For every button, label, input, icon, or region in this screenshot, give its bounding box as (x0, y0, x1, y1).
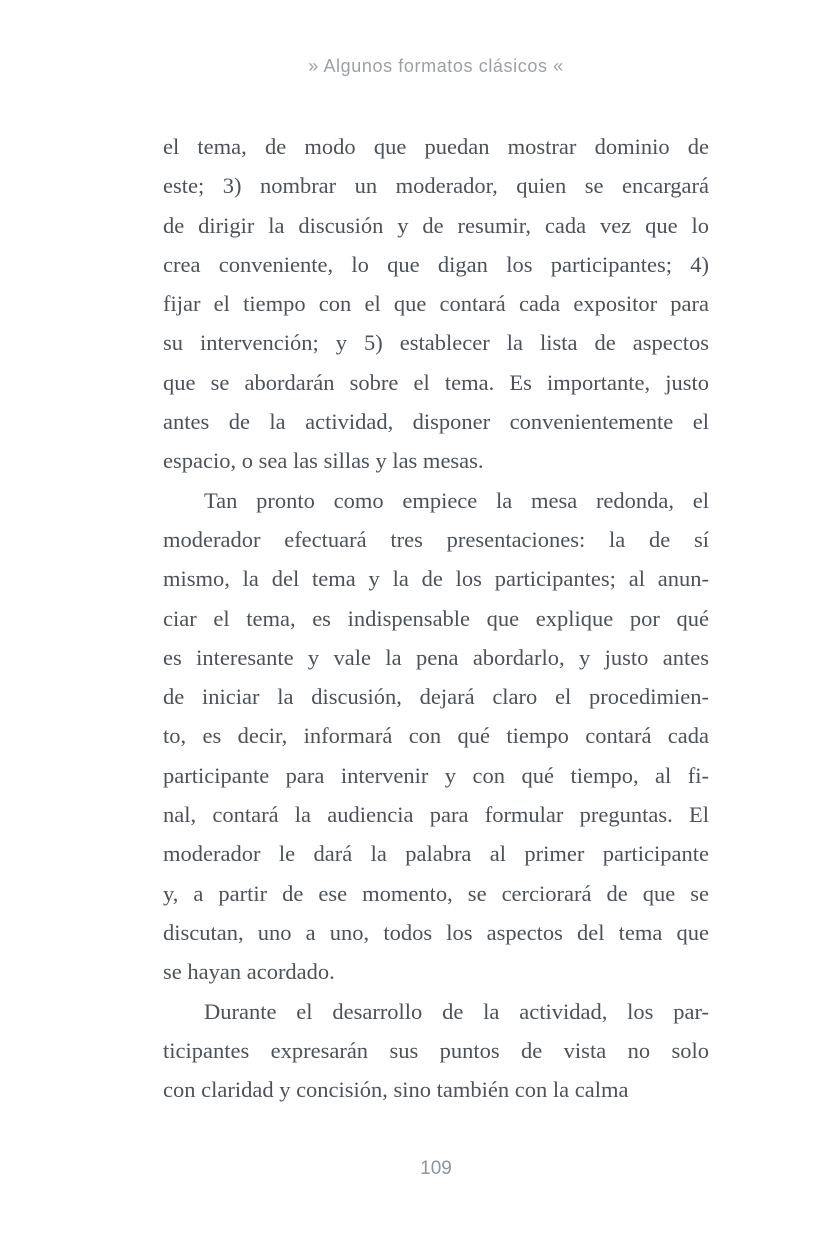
text-line: su intervención; y 5) establecer la lista de aspectos (163, 330, 709, 356)
text-line: de iniciar la discusión, dejará claro el procedimien- (163, 684, 709, 710)
text-line: moderador efectuará tres presentaciones: la de sí (163, 526, 709, 552)
text-line: ticipantes expresarán sus puntos de vista no solo (163, 1037, 709, 1063)
text-line: Tan pronto como empiece la mesa redonda, el (204, 487, 709, 513)
text-line: to, es decir, informará con qué tiempo contará cada (163, 723, 709, 749)
text-line: moderador le dará la palabra al primer participante (163, 841, 709, 867)
text-line: con claridad y concisión, sino también con la calma (163, 1077, 629, 1103)
text-line: ciar el tema, es indispensable que explique por qué (163, 605, 709, 631)
text-line: el tema, de modo que puedan mostrar dominio de (163, 134, 709, 159)
text-line: nal, contará la audiencia para formular preguntas. El (163, 802, 709, 828)
text-line: participante para intervenir y con qué tiempo, al fi- (163, 762, 709, 788)
running-header: » Algunos formatos clásicos « (308, 56, 564, 76)
page-number: 109 (420, 1158, 452, 1179)
text-line: es interesante y vale la pena abordarlo, y justo antes (163, 644, 709, 670)
text-line: discutan, uno a uno, todos los aspectos del tema que (163, 919, 709, 945)
text-line: espacio, o sea las sillas y las mesas. (163, 448, 484, 474)
text-line: antes de la actividad, disponer convenientemente el (163, 409, 709, 435)
text-line: este; 3) nombrar un moderador, quien se encargará (163, 173, 709, 199)
body-text (163, 127, 709, 1109)
text-line: mismo, la del tema y la de los participantes; al anun- (163, 566, 709, 592)
text-line: y, a partir de ese momento, se cerciorará de que se (163, 880, 709, 906)
text-line: que se abordarán sobre el tema. Es importante, justo (163, 369, 709, 395)
text-line: Durante el desarrollo de la actividad, los par- (204, 998, 709, 1024)
text-line: se hayan acordado. (163, 959, 335, 985)
text-line: crea conveniente, lo que digan los participantes; 4) (163, 251, 709, 277)
text-line: de dirigir la discusión y de resumir, cada vez que lo (163, 212, 709, 238)
text-line: fijar el tiempo con el que contará cada expositor para (163, 291, 709, 317)
